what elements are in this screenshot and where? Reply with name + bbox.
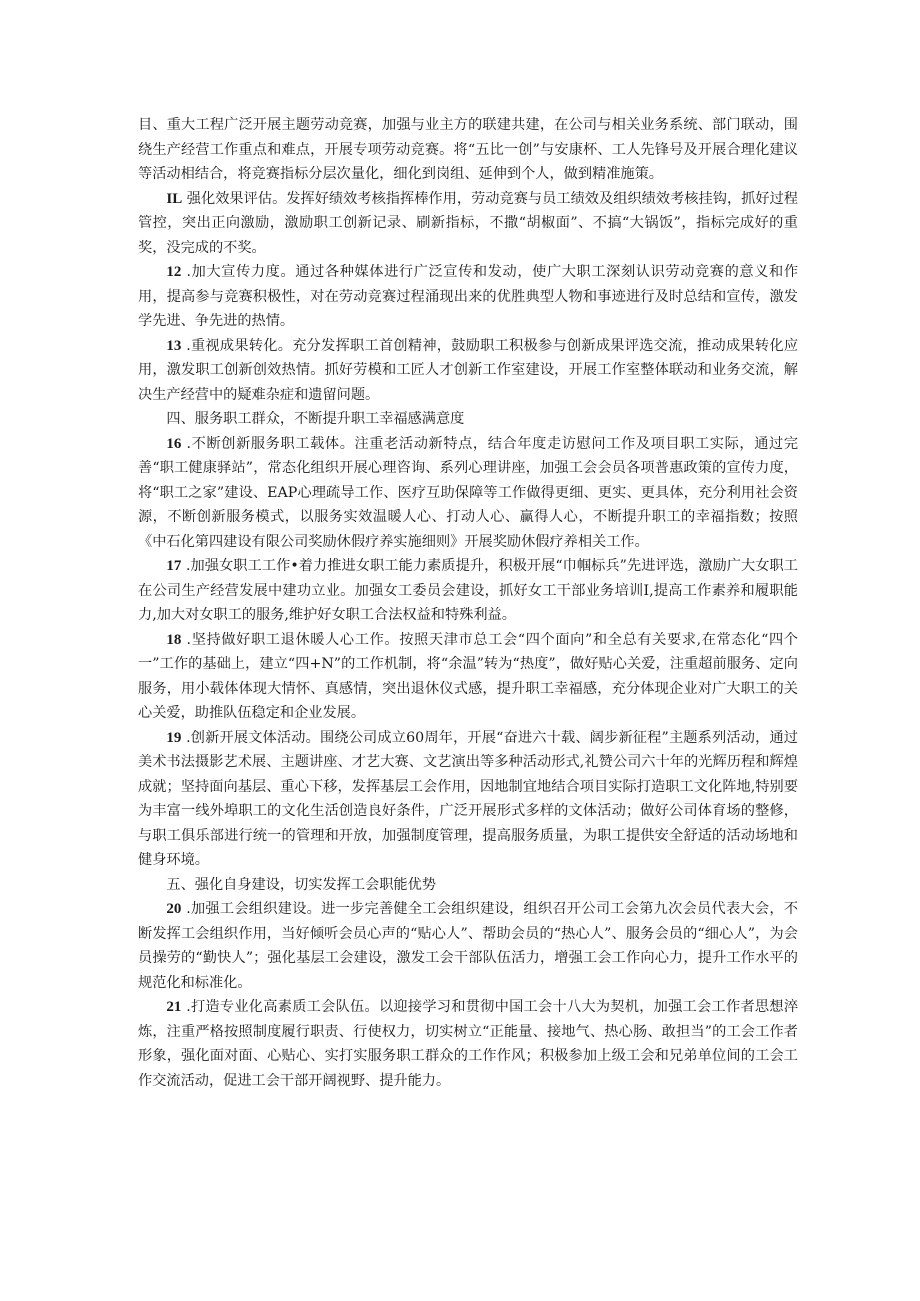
item-number: 21 <box>166 999 182 1015</box>
paragraph-text: .加强工会组织建设。进一步完善健全工会组织建设，组织召开公司工会第九次会员代表大会，不断发挥工会组织作用，当好倾听会员心声的“贴心人”、帮助会员的“热心人”、服务会员的“细心人”，为会员操劳的“勤快人”；强化基层工会建设，激发工会干部队伍活力，增强工会工作向心力，提升工作水平的规范化和标准化。 <box>138 901 799 991</box>
item-number: 18 <box>166 631 182 648</box>
item-number: IL <box>166 190 183 207</box>
paragraph-text: .加大宣传力度。通过各种媒体进行广泛宣传和发动，使广大职工深刻认识劳动竞赛的意义和作用，提高参与竞赛积极性，对在劳动竞赛过程涌现出来的优胜典型人物和事迹进行及时总结和宣传，激发学先进、争先进的热情。 <box>138 264 799 329</box>
paragraph-item-11 <box>138 187 798 261</box>
paragraph-item-17 <box>138 554 798 628</box>
heading-text: 四、服务职工群众，不断提升职工幸福感满意度 <box>166 411 465 427</box>
section-heading-4 <box>138 407 798 432</box>
paragraph-text: 强化效果评估。发挥好绩效考核指挥棒作用，劳动竞赛与员工绩效及组织绩效考核挂钩，抓好过程管控，突出正向激励，激励职工创新记录、刷新指标，不撒“胡椒面”、不搞“大锅饭”，指标完成好的重奖，没完成的不奖。 <box>138 190 798 256</box>
paragraph-text: .创新开展文体活动。围绕公司成立60周年，开展“奋进六十载、阔步新征程”主题系列活动，通过美术书法摄影艺术展、主题讲座、才艺大赛、文艺演出等多种活动形式,礼赞公司六十年的光辉历程和辉煌成就；坚持面向基层、重心下移，发挥基层工会作用，因地制宜地结合项目实际打造职工文化阵地,特别要为丰富一线外埠职工的文化生活创造良好条件，广泛开展形式多样的文体活动；做好公司体育场的整修，与职工俱乐部进行统一的管理和开放，加强制度管理，提高服务质量，为职工提供安全舒适的活动场地和健身环境。 <box>138 729 798 868</box>
paragraph-item-16 <box>138 432 798 555</box>
heading-text: 五、强化自身建设，切实发挥工会职能优势 <box>166 876 436 893</box>
paragraph-continued <box>138 113 798 187</box>
item-number: 19 <box>166 729 182 746</box>
paragraph-text: .坚持做好职工退休暖人心工作。按照天津市总工会“四个面向”和全总有关要求,在常态化“四个一”工作的基础上，建立“四+N”的工作机制，将“余温”转为“热度”，做好贴心关爱，注重超前服务、定向服务，用小载体体现大情怀、真感情，突出退休仪式感，提升职工幸福感，充分体现企业对广大职工的关心关爱，助推队伍稳定和企业发展。 <box>138 631 798 721</box>
paragraph-item-12 <box>138 260 798 334</box>
paragraph-text: .重视成果转化。充分发挥职工首创精神，鼓励职工积极参与创新成果评选交流，推动成果转化应用，激发职工创新创效热情。抓好劳模和工匠人才创新工作室建设，开展工作室整体联动和业务交流，解决生产经营中的疑难杂症和遗留问题。 <box>138 337 799 403</box>
document-body <box>138 113 798 1093</box>
paragraph-item-18 <box>138 628 798 726</box>
paragraph-text: 目、重大工程广泛开展主题劳动竞赛，加强与业主方的联建共建，在公司与相关业务系统、部门联动，围绕生产经营工作重点和难点，开展专项劳动竞赛。将“五比一创”与安康杯、工人先锋号及开展合理化建议等活动相结合，将竞赛指标分层次量化，细化到岗组、延伸到个人，做到精准施策。 <box>138 117 798 182</box>
item-number: 12 <box>166 264 182 280</box>
section-heading-5 <box>138 873 798 898</box>
paragraph-item-19 <box>138 726 798 873</box>
item-number: 13 <box>166 337 182 354</box>
paragraph-text: .打造专业化高素质工会队伍。以迎接学习和贯彻中国工会十八大为契机，加强工会工作者思想淬炼，注重严格按照制度履行职责、行使权力，切实树立“正能量、接地气、热心肠、敢担当”的工会工作者形象，强化面对面、心贴心、实打实服务职工群众的工作作风；积极参加上级工会和兄弟单位间的工会工作交流活动，促进工会干部开阔视野、提升能力。 <box>138 999 799 1089</box>
paragraph-item-20 <box>138 897 798 995</box>
item-number: 20 <box>166 901 182 917</box>
paragraph-item-13 <box>138 334 798 408</box>
item-number: 17 <box>166 558 182 574</box>
paragraph-item-21 <box>138 995 798 1093</box>
paragraph-text: .不断创新服务职工载体。注重老活动新特点，结合年度走访慰问工作及项目职工实际，通过完善“职工健康驿站”，常态化组织开展心理咨询、系列心理讲座，加强工会会员各项普惠政策的宣传力度，将“职工之家”建设、EAP心理疏导工作、医疗互助保障等工作做得更细、更实、更具体，充分利用社会资源，不断创新服务模式，以服务实效温暖人心、打动人心、赢得人心，不断提升职工的幸福指数；按照《中石化第四建设有限公司奖励休假疗养实施细则》开展奖励休假疗养相关工作。 <box>138 435 799 550</box>
item-number: 16 <box>166 435 182 452</box>
paragraph-text: .加强女职工工作•着力推进女职工能力素质提升，积极开展“巾帼标兵”先进评选，激励广大女职工在公司生产经营发展中建功立业。加强女工委员会建设，抓好女工干部业务培训I,提高工作素养和履职能力,加大对女职工的服务,维护好女职工合法权益和特殊利益。 <box>138 558 798 623</box>
